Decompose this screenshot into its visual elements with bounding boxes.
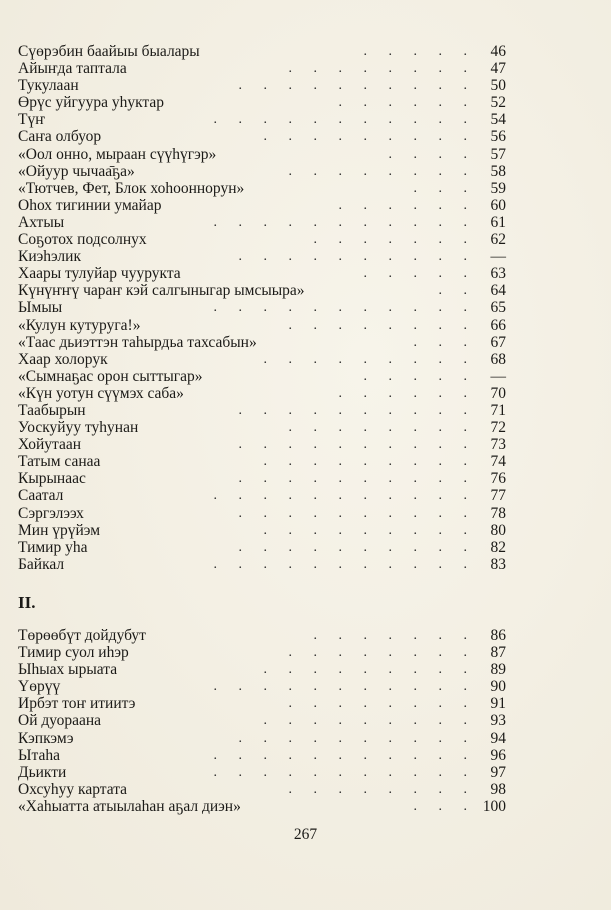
toc-entry-title: Таабырын xyxy=(18,401,86,419)
toc-entry xyxy=(18,522,506,539)
toc-entry xyxy=(18,248,506,265)
toc-leader-dots: . . . . xyxy=(388,146,476,162)
toc-entry xyxy=(18,146,506,163)
toc-entry-page: 76 xyxy=(490,470,506,488)
toc-entry-page: 73 xyxy=(490,436,506,454)
toc-entry-title: Саҥа олбуор xyxy=(18,128,102,146)
toc-part-1 xyxy=(18,43,506,573)
toc-entry-page: 57 xyxy=(490,145,506,163)
toc-entry-page: 62 xyxy=(490,231,506,249)
toc-entry-title: Үөрүү xyxy=(18,678,61,696)
toc-leader-dots: . . . xyxy=(413,180,476,196)
toc-entry-title: Дьикти xyxy=(18,763,67,781)
toc-entry-page: 54 xyxy=(490,111,506,129)
toc-entry xyxy=(18,299,506,316)
toc-entry-title: Байкал xyxy=(18,555,65,573)
toc-leader-dots: . . . . . . . . . . xyxy=(238,249,476,265)
toc-entry xyxy=(18,505,506,522)
toc-entry xyxy=(18,163,506,180)
toc-entry xyxy=(18,556,506,573)
toc-entry xyxy=(18,180,506,197)
toc-leader-dots: . . . . . xyxy=(363,44,476,59)
toc-leader-dots: . . . . . . . . . . xyxy=(238,539,476,555)
toc-entry-title: Хаар холорук xyxy=(18,350,108,368)
toc-entry xyxy=(18,282,506,299)
toc-entry-title: Ымыы xyxy=(18,299,63,317)
toc-leader-dots: . . . . . . xyxy=(338,385,476,401)
toc-leader-dots: . . . . . . xyxy=(338,95,476,111)
toc-entry xyxy=(18,747,506,764)
toc-leader-dots: . . . xyxy=(413,334,476,350)
toc-entry-title: Киэһэлик xyxy=(18,248,81,266)
toc-entry-page: 98 xyxy=(490,780,506,798)
toc-entry-title: Кэпкэмэ xyxy=(18,729,74,747)
toc-leader-dots: . . . . . . . xyxy=(313,628,476,643)
toc-entry xyxy=(18,214,506,231)
toc-entry xyxy=(18,197,506,214)
toc-entry-title: Сэргэлээх xyxy=(18,504,84,522)
toc-entry-title: «Күн уотун сүүмэх саба» xyxy=(18,384,184,402)
toc-leader-dots: . . . . . . . . . . xyxy=(238,471,476,487)
toc-leader-dots: . . . . . . . . xyxy=(288,645,476,661)
toc-leader-dots: . . xyxy=(438,283,476,299)
toc-entry-title: Саатал xyxy=(18,487,64,505)
toc-entry xyxy=(18,453,506,470)
toc-entry-page: 71 xyxy=(490,401,506,419)
toc-entry-page: 59 xyxy=(490,179,506,197)
toc-leader-dots: . . . . . . . . xyxy=(288,61,476,77)
toc-part-2 xyxy=(18,627,506,815)
toc-entry-page: 72 xyxy=(490,419,506,437)
toc-entry-title: Ытаһа xyxy=(18,746,60,764)
toc-entry-title: Ирбэт тоҥ итиитэ xyxy=(18,695,136,713)
toc-entry xyxy=(18,43,506,60)
toc-entry xyxy=(18,334,506,351)
toc-leader-dots: . . . . . . . . . xyxy=(263,522,476,538)
toc-entry xyxy=(18,730,506,747)
toc-entry-page: 80 xyxy=(490,521,506,539)
toc-leader-dots: . . . . . . . . . . xyxy=(238,78,476,94)
toc-entry-page: 89 xyxy=(490,661,506,679)
toc-entry-title: Кырынаас xyxy=(18,470,86,488)
toc-entry xyxy=(18,419,506,436)
toc-entry-page: 74 xyxy=(490,453,506,471)
toc-entry xyxy=(18,678,506,695)
toc-entry-page: — xyxy=(490,248,506,266)
toc-entry-page: 96 xyxy=(490,746,506,764)
toc-entry-title: «Сымнаҕас орон сыттыгар» xyxy=(18,367,203,385)
toc-entry-title: Айыҥда таптала xyxy=(18,60,127,78)
toc-entry xyxy=(18,644,506,661)
toc-entry-title: «Хаһыатта атыылаһан аҕал диэн» xyxy=(18,797,241,815)
toc-leader-dots: . . . . . . . . . . xyxy=(238,730,476,746)
toc-entry xyxy=(18,781,506,798)
toc-entry-title: Оһох тигинии умайар xyxy=(18,196,162,214)
toc-entry xyxy=(18,470,506,487)
toc-entry xyxy=(18,60,506,77)
toc-entry-title: Түҥ xyxy=(18,111,45,129)
toc-entry xyxy=(18,661,506,678)
toc-entry-title: Хаары тулуйар чуурукта xyxy=(18,265,181,283)
toc-entry-page: 64 xyxy=(490,282,506,300)
toc-entry xyxy=(18,402,506,419)
toc-leader-dots: . . . . . . . . . . xyxy=(238,402,476,418)
toc-leader-dots: . . . . . . . . . . xyxy=(238,505,476,521)
toc-entry xyxy=(18,111,506,128)
toc-entry-title: Уоскуйуу туһунан xyxy=(18,419,139,437)
toc-leader-dots: . . . . . . . . . . . xyxy=(213,214,476,230)
toc-leader-dots: . . . . . . . . . . xyxy=(238,437,476,453)
toc-entry-title: Тимир уһа xyxy=(18,538,88,556)
toc-entry xyxy=(18,94,506,111)
toc-entry-title: «Кулун кутуруга!» xyxy=(18,316,141,334)
toc-entry-title: Мин үрүйэм xyxy=(18,521,101,539)
toc-leader-dots: . . . . . . . . . xyxy=(263,129,476,145)
toc-leader-dots: . . . . . . . . xyxy=(288,163,476,179)
toc-leader-dots: . . . . . . xyxy=(338,197,476,213)
toc-entry-page: 61 xyxy=(490,213,506,231)
toc-leader-dots: . . . . . . . xyxy=(313,232,476,248)
toc-leader-dots: . . . . . . . . xyxy=(288,781,476,797)
toc-entry xyxy=(18,798,506,815)
toc-entry xyxy=(18,539,506,556)
toc-entry xyxy=(18,265,506,282)
toc-entry-page: 68 xyxy=(490,350,506,368)
toc-entry-page: 83 xyxy=(490,555,506,573)
toc-entry-title: Ахтыы xyxy=(18,213,65,231)
toc-entry-page: 47 xyxy=(490,60,506,78)
toc-leader-dots: . . . . . . . . . . . xyxy=(213,556,476,572)
toc-entry-title: Охсуһуу картата xyxy=(18,780,128,798)
toc-entry xyxy=(18,764,506,781)
toc-entry-page: 67 xyxy=(490,333,506,351)
toc-entry-page: 65 xyxy=(490,299,506,317)
toc-entry-page: 70 xyxy=(490,384,506,402)
toc-entry-page: 82 xyxy=(490,538,506,556)
toc-entry-page: 78 xyxy=(490,504,506,522)
toc-entry-title: Татым санаа xyxy=(18,453,101,471)
toc-entry-title: «Ойуур чычаа̄ҕа» xyxy=(18,162,135,180)
toc-entry-page: 58 xyxy=(490,162,506,180)
toc-entry-title: Сүөрэбин баайыы быалары xyxy=(18,43,200,60)
toc-entry xyxy=(18,351,506,368)
toc-entry-title: «Таас дьиэттэн таһырдьа тахсабын» xyxy=(18,333,257,351)
toc-entry-page: 50 xyxy=(490,77,506,95)
toc-entry-page: 46 xyxy=(490,43,506,60)
toc-leader-dots: . . . . . . . . xyxy=(288,696,476,712)
toc-entry-title: «Оол онно, мыраан сүүһүгэр» xyxy=(18,145,217,163)
toc-entry xyxy=(18,487,506,504)
toc-entry-title: Хойутаан xyxy=(18,436,82,454)
toc-entry-page: 100 xyxy=(482,797,506,815)
toc-leader-dots: . . . . . . . . . . . xyxy=(213,300,476,316)
toc-entry-title: Ыһыах ырыата xyxy=(18,661,118,679)
toc-leader-dots: . . . xyxy=(413,798,476,814)
page-number: 267 xyxy=(293,826,318,843)
toc-entry-page: 94 xyxy=(490,729,506,747)
toc-entry xyxy=(18,231,506,248)
section-heading: II. xyxy=(18,593,36,612)
toc-leader-dots: . . . . . . . . . . . xyxy=(213,679,476,695)
toc-leader-dots: . . . . . . . . . . . xyxy=(213,747,476,763)
toc-entry-title: Ой дуораана xyxy=(18,712,102,730)
toc-leader-dots: . . . . . xyxy=(363,266,476,282)
toc-entry-page: 56 xyxy=(490,128,506,146)
toc-entry-page: — xyxy=(490,367,506,385)
toc-entry-page: 93 xyxy=(490,712,506,730)
toc-entry xyxy=(18,712,506,729)
toc-entry-page: 63 xyxy=(490,265,506,283)
toc-entry-title: Тукулаан xyxy=(18,77,79,95)
toc-leader-dots: . . . . . . . . . xyxy=(263,713,476,729)
toc-entry-page: 66 xyxy=(490,316,506,334)
toc-leader-dots: . . . . . . . . . . . xyxy=(213,112,476,128)
toc-leader-dots: . . . . . . . . . xyxy=(263,662,476,678)
toc-entry-page: 86 xyxy=(490,627,506,644)
toc-entry-title: «Тютчев, Фет, Блок хоһооннорун» xyxy=(18,179,245,197)
toc-leader-dots: . . . . . . . . xyxy=(288,317,476,333)
toc-leader-dots: . . . . . . . . . xyxy=(263,351,476,367)
toc-entry-page: 90 xyxy=(490,678,506,696)
toc-leader-dots: . . . . . xyxy=(363,368,476,384)
toc-entry xyxy=(18,368,506,385)
toc-entry-page: 60 xyxy=(490,196,506,214)
toc-entry-title: Төрөөбүт дойдубут xyxy=(18,627,146,644)
toc-entry-title: Тимир суол иһэр xyxy=(18,644,129,662)
toc-entry xyxy=(18,77,506,94)
toc-entry-page: 87 xyxy=(490,644,506,662)
toc-leader-dots: . . . . . . . . xyxy=(288,420,476,436)
toc-leader-dots: . . . . . . . . . . . xyxy=(213,764,476,780)
toc-entry-page: 91 xyxy=(490,695,506,713)
toc-entry-page: 52 xyxy=(490,94,506,112)
toc-entry xyxy=(18,436,506,453)
toc-entry-page: 97 xyxy=(490,763,506,781)
toc-entry xyxy=(18,627,506,644)
toc-entry xyxy=(18,695,506,712)
toc-entry-title: Күнүҥҥү чараҥ кэй салгыныгар ымсыыра» xyxy=(18,282,305,300)
toc-entry xyxy=(18,385,506,402)
toc-leader-dots: . . . . . . . . . xyxy=(263,454,476,470)
toc-entry-title: Соҕотох подсолнух xyxy=(18,231,147,249)
toc-entry xyxy=(18,317,506,334)
toc-leader-dots: . . . . . . . . . . . xyxy=(213,488,476,504)
toc-entry-title: Өрүс уйгуура уһуктар xyxy=(18,94,165,112)
toc-entry-page: 77 xyxy=(490,487,506,505)
toc-entry xyxy=(18,128,506,145)
